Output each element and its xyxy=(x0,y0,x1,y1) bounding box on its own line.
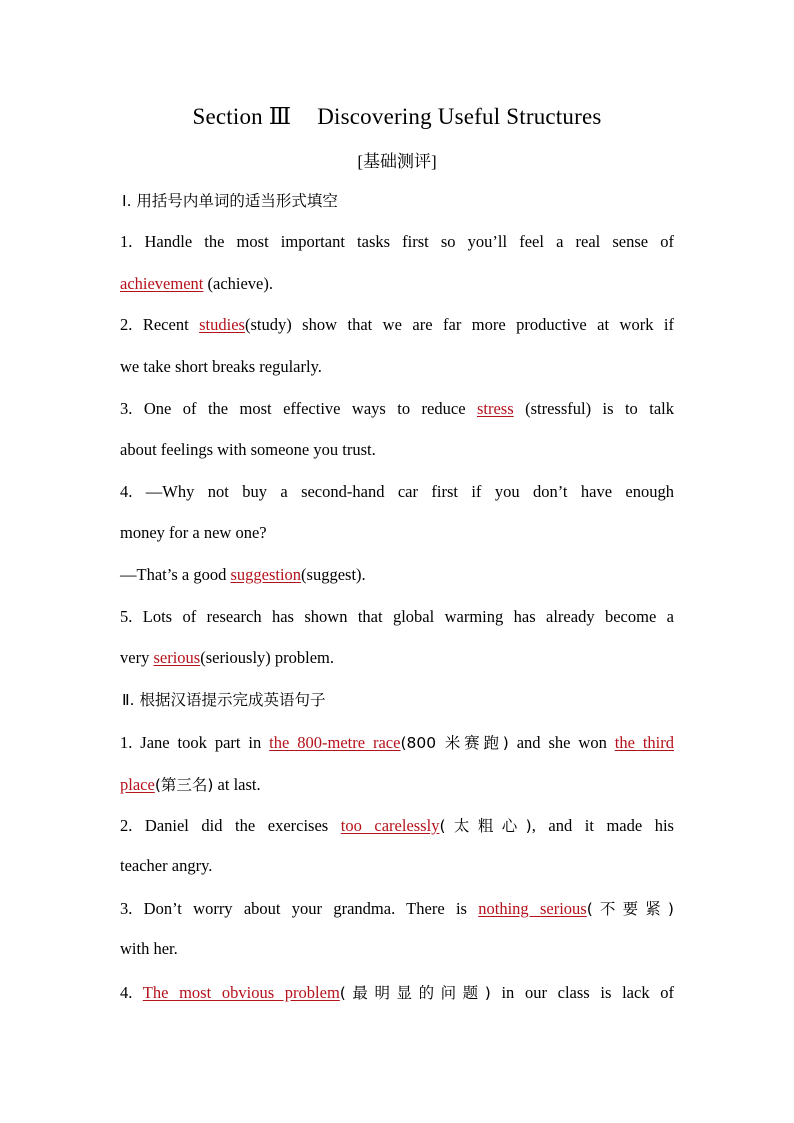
part2-item3-line2: with her. xyxy=(120,939,178,958)
answer: stress xyxy=(476,399,514,418)
answer: nothing serious xyxy=(478,899,587,918)
page-title xyxy=(120,104,674,130)
answer: suggestion xyxy=(230,565,302,584)
answer: place xyxy=(120,775,155,794)
answer: studies xyxy=(199,315,245,334)
answer: too carelessly xyxy=(340,816,440,835)
section-number: Section Ⅲ xyxy=(192,104,292,129)
part1-item4-line2: money for a new one? xyxy=(120,523,267,542)
answer: serious xyxy=(153,648,201,667)
answer: the 800-metre race xyxy=(269,733,401,752)
answer: The most obvious problem xyxy=(142,983,340,1002)
part1-heading: Ⅰ. 用括号内单词的适当形式填空 xyxy=(122,192,338,210)
answer: achievement xyxy=(120,274,204,293)
part1-item2-line1: 2. Recent studies(study) show that we are far more productive at work if xyxy=(120,315,674,334)
part2-item4-line1: 4. The most obvious problem(最明显的问题) in our class is lack of xyxy=(120,983,674,1002)
part1-item1-line1: 1. Handle the most important tasks first so you’ll feel a real sense of xyxy=(120,232,674,251)
answer: the third xyxy=(614,733,675,752)
part2-item2-line1: 2. Daniel did the exercises too carelessly(太粗心), and it made his xyxy=(120,816,674,835)
part1-item2-line2: we take short breaks regularly. xyxy=(120,357,322,376)
part2-item2-line2: teacher angry. xyxy=(120,856,213,875)
part2-item1-line2: place(第三名) at last. xyxy=(120,775,261,794)
part1-item1-line2: achievement (achieve). xyxy=(120,274,273,293)
part1-item5-line1: 5. Lots of research has shown that global warming has already become a xyxy=(120,607,674,626)
part1-item5-line2: very serious(seriously) problem. xyxy=(120,648,335,667)
section-name: Discovering Useful Structures xyxy=(317,104,602,129)
part2-heading: Ⅱ. 根据汉语提示完成英语句子 xyxy=(122,691,326,709)
part2-item1-line1: 1. Jane took part in the 800-metre race(800 米赛跑) and she won the third xyxy=(120,733,675,752)
section-subtitle: [基础测评] xyxy=(357,152,437,171)
part1-item3-line1: 3. One of the most effective ways to reduce stress (stressful) is to talk xyxy=(120,399,674,418)
part1-item4-line3: —That’s a good suggestion(suggest). xyxy=(120,565,366,584)
part1-item3-line2: about feelings with someone you trust. xyxy=(120,440,376,459)
part2-item3-line1: 3. Don’t worry about your grandma. There is nothing serious(不要紧) xyxy=(120,899,674,918)
part1-item4-line1: 4. —Why not buy a second-hand car first if you don’t have enough xyxy=(120,482,674,501)
